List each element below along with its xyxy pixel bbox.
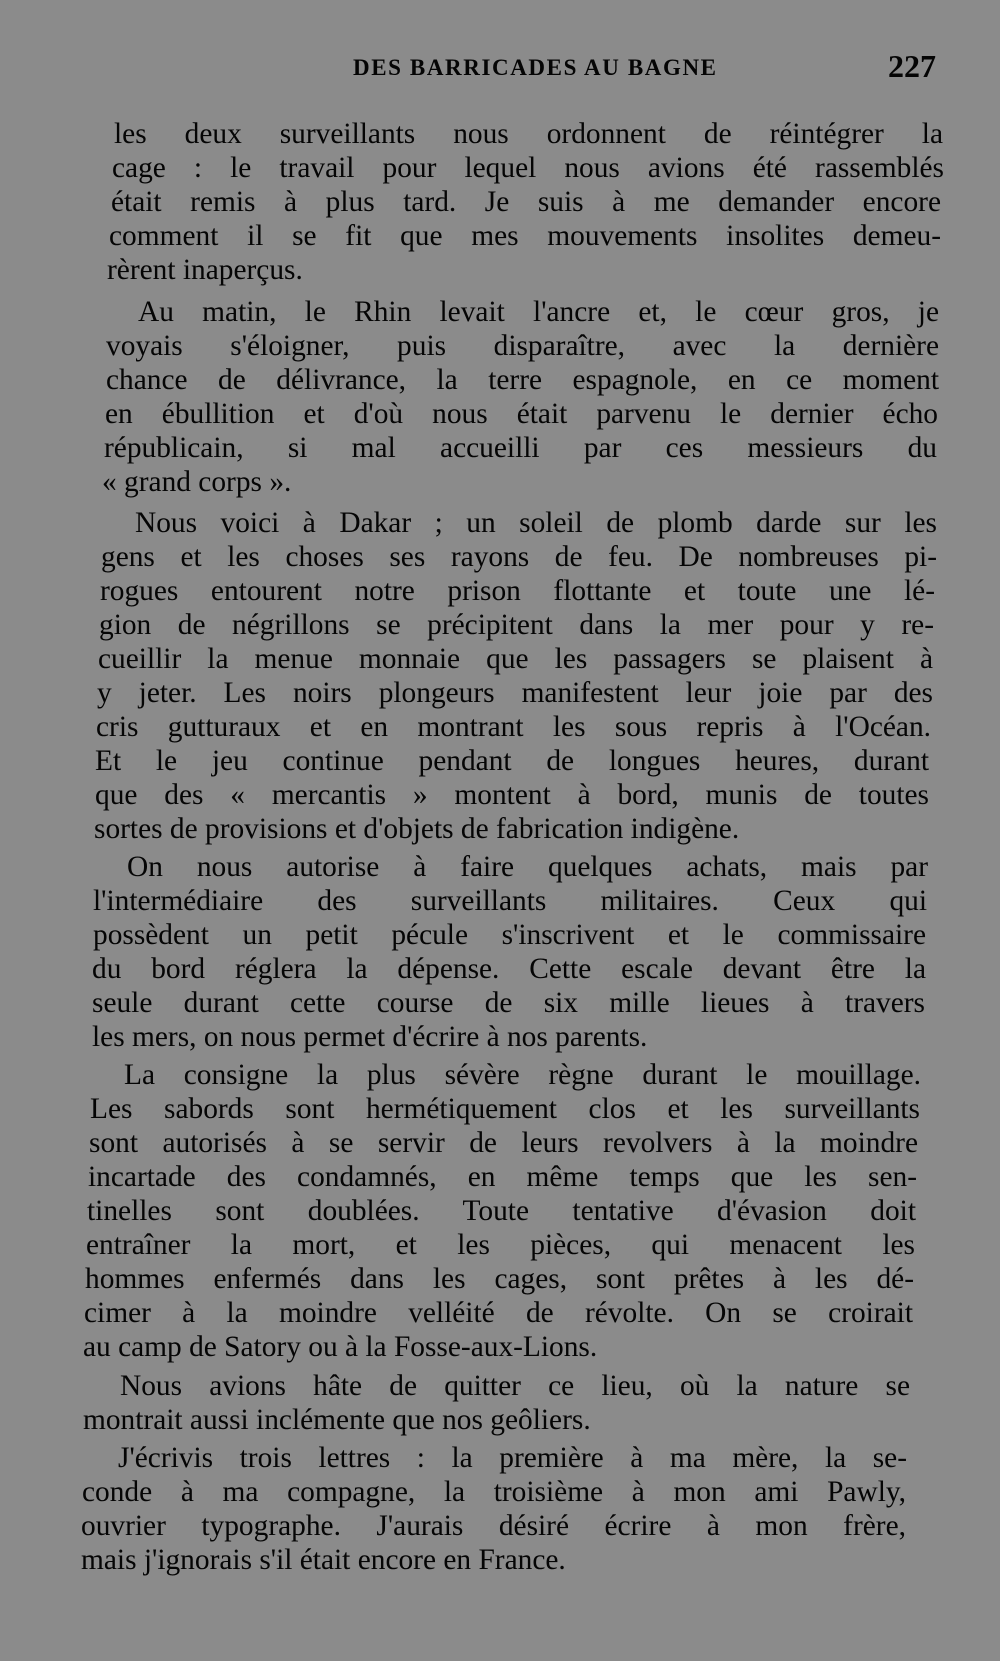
page-number: 227 xyxy=(888,48,936,84)
text-line: possèdent un petit pécule s'inscrivent et le commissaire xyxy=(93,919,926,951)
text-line: rèrent inaperçus. xyxy=(107,254,303,286)
text-line: cage : le travail pour lequel nous avions été rassemblés xyxy=(112,152,944,184)
text-line: comment il se fit que mes mouvements insolites demeu- xyxy=(109,220,941,252)
text-line: Nous voici à Dakar ; un soleil de plomb darde sur les xyxy=(135,507,937,539)
text-line: tinelles sont doublées. Toute tentative d'évasion doit xyxy=(87,1195,916,1227)
running-head xyxy=(0,50,1000,94)
text-line: les mers, on nous permet d'écrire à nos parents. xyxy=(92,1021,648,1053)
text-line: sortes de provisions et d'objets de fabrication indigène. xyxy=(94,813,740,845)
text-line: J'écrivis trois lettres : la première à ma mère, la se- xyxy=(118,1442,907,1474)
text-line: entraîner la mort, et les pièces, qui menacent les xyxy=(86,1229,915,1261)
text-line: Au matin, le Rhin levait l'ancre et, le cœur gros, je xyxy=(138,296,939,328)
text-line: que des « mercantis » montent à bord, munis de toutes xyxy=(95,779,929,811)
text-line: en ébullition et d'où nous était parvenu le dernier écho xyxy=(105,398,938,430)
text-line: cris gutturaux et en montrant les sous repris à l'Océan. xyxy=(96,711,931,743)
text-line: cueillir la menue monnaie que les passagers se plaisent à xyxy=(98,643,933,675)
text-line: La consigne la plus sévère règne durant le mouillage. xyxy=(124,1059,921,1091)
text-line: y jeter. Les noirs plongeurs manifestent leur joie par des xyxy=(97,677,933,709)
text-line: Les sabords sont hermétiquement clos et les surveillants xyxy=(90,1093,920,1125)
text-line: les deux surveillants nous ordonnent de réintégrer la xyxy=(114,118,943,150)
text-line: républicain, si mal accueilli par ces messieurs du xyxy=(104,432,937,464)
text-line: Nous avions hâte de quitter ce lieu, où la nature se xyxy=(120,1370,910,1402)
text-line: rogues entourent notre prison flottante et toute une lé- xyxy=(100,575,935,607)
text-line: chance de délivrance, la terre espagnole, en ce moment xyxy=(106,364,939,396)
text-line: conde à ma compagne, la troisième à mon ami Pawly, xyxy=(82,1476,906,1508)
text-line: gens et les choses ses rayons de feu. De nombreuses pi- xyxy=(101,541,937,573)
text-line: Et le jeu continue pendant de longues heures, durant xyxy=(95,745,929,777)
running-title: DES BARRICADES AU BAGNE xyxy=(353,55,718,80)
text-line: cimer à la moindre velléité de révolte. On se croirait xyxy=(84,1297,913,1329)
text-line: du bord réglera la dépense. Cette escale devant être la xyxy=(92,953,926,985)
text-line: hommes enfermés dans les cages, sont prêtes à les dé- xyxy=(85,1263,914,1295)
text-line: incartade des condamnés, en même temps que les sen- xyxy=(88,1161,917,1193)
text-line: seule durant cette course de six mille lieues à travers xyxy=(92,987,925,1019)
text-line: l'intermédiaire des surveillants militaires. Ceux qui xyxy=(93,885,927,917)
text-line: ouvrier typographe. J'aurais désiré écrire à mon frère, xyxy=(81,1510,906,1542)
text-line: était remis à plus tard. Je suis à me demander encore xyxy=(111,186,941,218)
text-line: voyais s'éloigner, puis disparaître, avec la dernière xyxy=(106,330,939,362)
text-line: gion de négrillons se précipitent dans la mer pour y re- xyxy=(99,609,934,641)
text-line: « grand corps ». xyxy=(102,466,292,498)
text-line: montrait aussi inclémente que nos geôliers. xyxy=(83,1404,591,1436)
text-line: On nous autorise à faire quelques achats, mais par xyxy=(127,851,928,883)
text-line: sont autorisés à se servir de leurs revolvers à la moindre xyxy=(89,1127,918,1159)
text-line: mais j'ignorais s'il était encore en France. xyxy=(81,1544,566,1576)
text-line: au camp de Satory ou à la Fosse-aux-Lions. xyxy=(83,1331,598,1363)
